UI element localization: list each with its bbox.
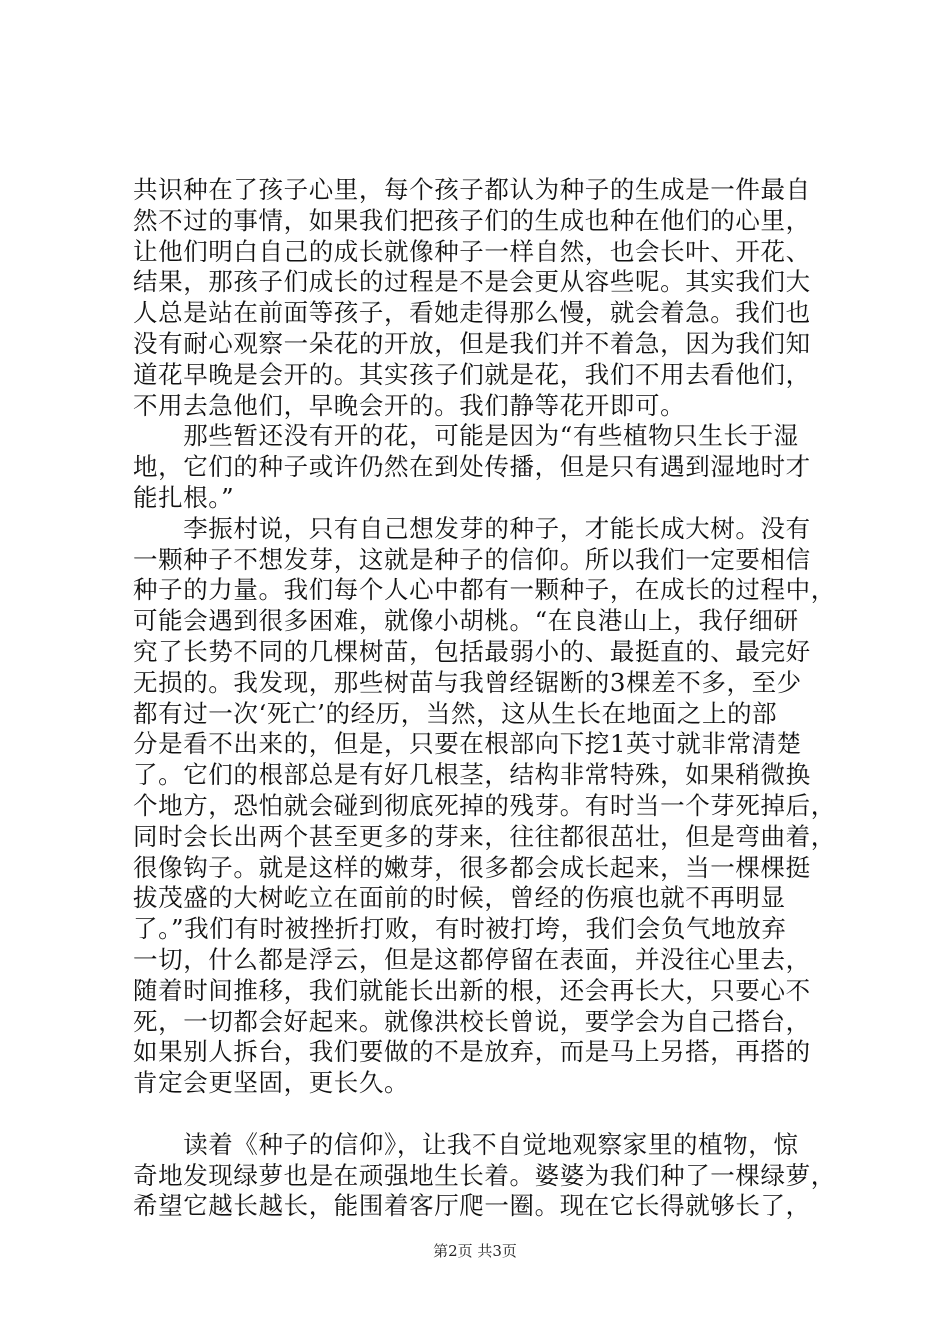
text-line: 道花早晚是会开的。其实孩子们就是花，我们不用去看他们， [133,359,811,389]
text-line: 种子的力量。我们每个人心中都有一颗种子，在成长的过程中， [133,575,836,605]
text-line: 如果别人拆台，我们要做的不是放弃，而是马上另搭，再搭的 [133,1037,811,1067]
text-line: 了。”我们有时被挫折打败，有时被打垮，我们会负气地放弃 [133,914,787,944]
text-line: 肯定会更坚固，更长久。 [133,1068,410,1098]
paragraph-3 [133,513,836,1130]
text-line: 让他们明白自己的成长就像种子一样自然，也会长叶、开花、 [133,236,811,266]
text-line: 都有过一次‘死亡’的经历，当然，这从生长在地面之上的部 [133,698,778,728]
text-line: 人总是站在前面等孩子，看她走得那么慢，就会着急。我们也 [133,298,811,328]
text-line: 很像钩子。就是这样的嫩芽，很多都会成长起来，当一棵棵挺 [133,852,811,882]
text-line: 没有耐心观察一朵花的开放，但是我们并不着急，因为我们知 [133,328,811,358]
text-line: 能扎根。” [133,482,235,512]
text-line: 然不过的事情，如果我们把孩子们的生成也种在他们的心里， [133,205,811,235]
text-line: 一切，什么都是浮云，但是这都停留在表面，并没往心里去， [133,944,811,974]
text-line: 地，它们的种子或许仍然在到处传播，但是只有遇到湿地时才 [133,452,811,482]
paragraph-1 [133,175,833,421]
page-number-footer: 第2页 共3页 [433,1242,517,1260]
text-line: 读着《种子的信仰》，让我不自觉地观察家里的植物，惊 [133,1129,799,1159]
text-line: 不用去急他们，早晚会开的。我们静等花开即可。 [133,390,686,420]
text-line: 同时会长出两个甚至更多的芽来，往往都很茁壮，但是弯曲着， [133,821,836,851]
text-line: 共识种在了孩子心里，每个孩子都认为种子的生成是一件最自 [133,175,811,204]
text-line: 结果，那孩子们成长的过程是不是会更从容些呢。其实我们大 [133,267,811,297]
text-line: 随着时间推移，我们就能长出新的根，还会再长大，只要心不 [133,975,811,1005]
text-line: 拔茂盛的大树屹立在面前的时候，曾经的伤痕也就不再明显 [133,883,786,913]
text-line: 可能会遇到很多困难，就像小胡桃。“在良港山上，我仔细研 [133,606,799,636]
text-line: 那些暂还没有开的花，可能是因为“有些植物只生长于湿 [133,421,799,451]
paragraph-4 [133,1129,836,1222]
text-line: 究了长势不同的几棵树苗，包括最弱小的、最挺直的、最完好 [133,636,811,666]
text-line: 一颗种子不想发芽，这就是种子的信仰。所以我们一定要相信 [133,544,811,574]
text-line: 分是看不出来的，但是，只要在根部向下挖1英寸就非常清楚 [133,729,802,759]
text-line: 了。它们的根部总是有好几根茎，结构非常特殊，如果稍微换 [133,760,811,790]
text-line: 李振村说，只有自己想发芽的种子，才能长成大树。没有 [133,513,811,543]
text-line [133,1099,833,1130]
text-line: 希望它越长越长，能围着客厅爬一圈。现在它长得就够长了， [133,1191,811,1221]
paragraph-2 [133,421,833,513]
text-line: 个地方，恐怕就会碰到彻底死掉的残芽。有时当一个芽死掉后， [133,790,836,820]
document-body [133,175,836,1222]
text-line: 死，一切都会好起来。就像洪校长曾说，要学会为自己搭台， [133,1006,811,1036]
text-line: 奇地发现绿萝也是在顽强地生长着。婆婆为我们种了一棵绿萝， [133,1160,836,1190]
text-line: 无损的。我发现，那些树苗与我曾经锯断的3棵差不多，至少 [133,667,802,697]
